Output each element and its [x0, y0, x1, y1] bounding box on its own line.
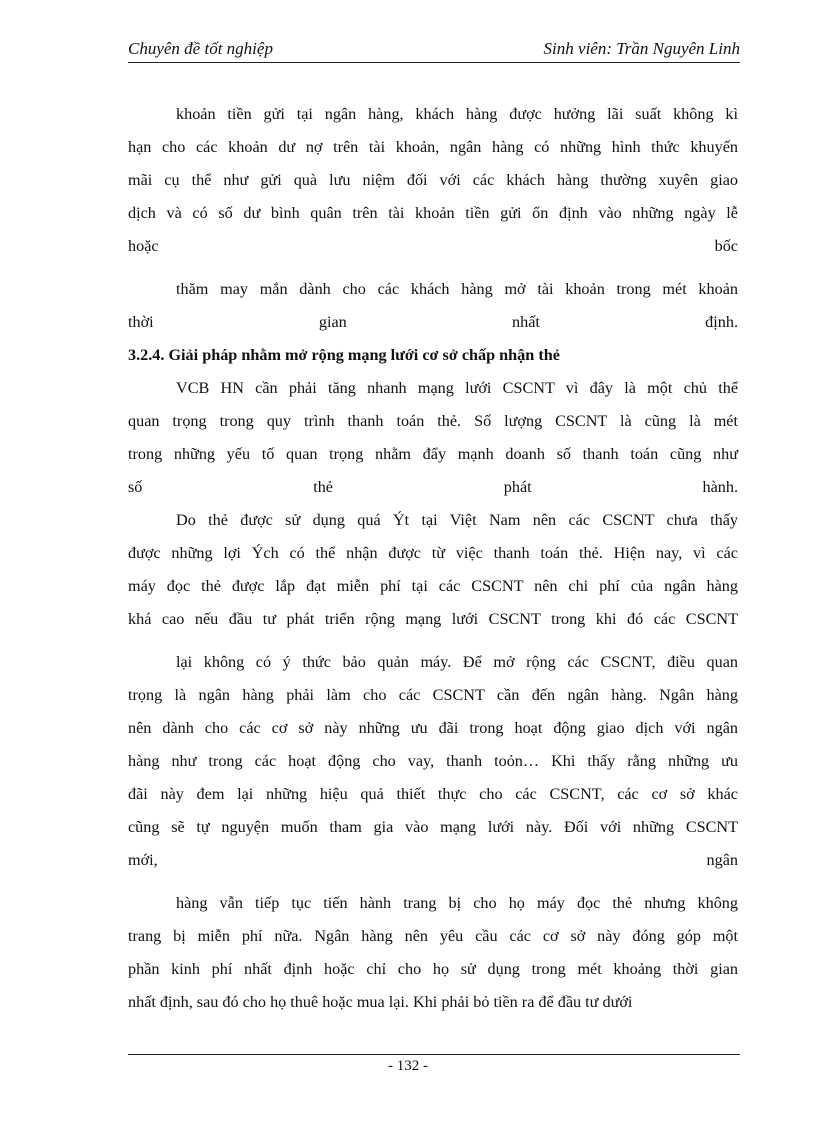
text-line: phần kinh phí nhất định hoặc chỉ cho họ sử dụng trong mét khoảng thời gian: [128, 960, 738, 978]
text-line: khoản tiền gửi tại ngân hàng, khách hàng được hưởng lãi suất không kì: [176, 105, 738, 123]
text-line: thời gian nhất định.: [128, 313, 738, 331]
text-line: VCB HN cần phải tăng nhanh mạng lưới CSCNT vì đây là một chủ thể: [176, 379, 738, 397]
text-line: nhất định, sau đó cho họ thuê hoặc mua lại. Khi phải bỏ tiền ra để đầu tư dưới: [128, 993, 633, 1011]
text-line: hàng vẫn tiếp tục tiến hành trang bị cho họ máy đọc thẻ nhưng không: [176, 894, 738, 912]
text-line: hạn cho các khoản dư nợ trên tài khoản, ngân hàng có những hình thức khuyến: [128, 138, 738, 156]
text-line: nên dành cho các cơ sở này những ưu đãi trong hoạt động giao dịch với ngân: [128, 719, 738, 737]
page-number: - 132 -: [388, 1058, 428, 1074]
text-line: trong những yếu tố quan trọng nhằm đẩy mạnh doanh số thanh toán cũng như: [128, 445, 738, 463]
header-title: Chuyên đề tốt nghiệp: [128, 39, 273, 58]
text-line: mới, ngân: [128, 851, 738, 869]
text-line: Do thẻ được sử dụng quá Ýt tại Việt Nam nên các CSCNT chưa thấy: [176, 511, 738, 529]
text-line: cũng sẽ tự nguyện muốn tham gia vào mạng lưới này. Đối với những CSCNT: [128, 818, 738, 836]
text-line: máy đọc thẻ được lắp đạt miễn phí tại các CSCNT nên chi phí của ngân hàng: [128, 577, 738, 595]
text-line: mãi cụ thể như gửi quà lưu niệm đối với các khách hàng thường xuyên giao: [128, 171, 738, 189]
text-line: hàng như trong các hoạt động cho vay, thanh toỏn… Khi thấy rằng những ưu: [128, 752, 738, 770]
text-line: dịch và có số dư bình quân trên tài khoản tiền gửi ổn định vào những ngày lễ: [128, 204, 738, 222]
section-heading: 3.2.4. Giải pháp nhằm mở rộng mạng lưới cơ sở chấp nhận thẻ: [128, 346, 560, 364]
text-line: được những lợi Ých có thể nhận được từ việc thanh toán thẻ. Hiện nay, vì các: [128, 544, 738, 562]
text-line: quan trọng trong quy trình thanh toán thẻ. Số lượng CSCNT là cũng là mét: [128, 412, 738, 430]
text-line: khá cao nếu đầu tư phát triển rộng mạng lưới CSCNT trong khi đó các CSCNT: [128, 610, 738, 628]
text-line: trang bị miễn phí nữa. Ngân hàng nên yêu cầu các cơ sở này đóng góp một: [128, 927, 738, 945]
header-author: Sinh viên: Trần Nguyên Linh: [543, 39, 740, 58]
page-header: [128, 36, 740, 63]
text-line: thăm may mắn dành cho các khách hàng mở tài khoản trong mét khoản: [176, 280, 738, 298]
text-line: đãi này đem lại những hiệu quả thiết thực cho các CSCNT, các cơ sở khác: [128, 785, 738, 803]
text-line: số thẻ phát hành.: [128, 478, 738, 496]
footer-divider: [128, 1054, 740, 1055]
document-body: [128, 98, 738, 1019]
text-line: lại không có ý thức bảo quản máy. Để mở rộng các CSCNT, điều quan: [176, 653, 738, 671]
text-line: hoặc bốc: [128, 237, 738, 255]
text-line: trọng là ngân hàng phải làm cho các CSCNT cần đến ngân hàng. Ngân hàng: [128, 686, 738, 704]
